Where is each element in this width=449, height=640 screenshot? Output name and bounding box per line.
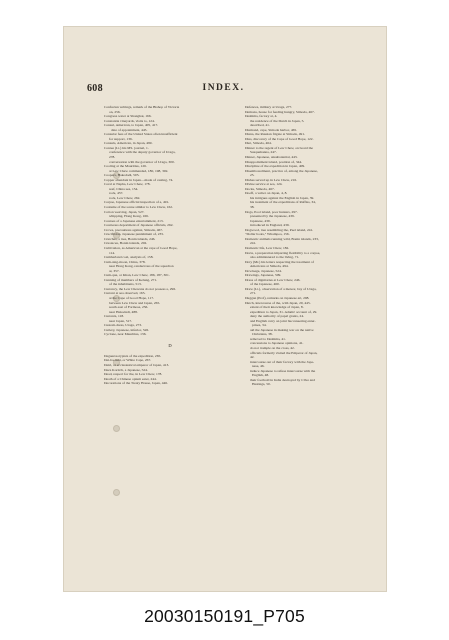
index-entry: Daza Koritch, a Japanese, 524.	[104, 367, 148, 372]
index-entry: Constantia vineyards, visits to, 124.	[104, 118, 155, 123]
index-entry: Dogs, Pool island, poor hunters, 297.	[245, 209, 298, 214]
index-entry: Drew (Lt.), observation of a meteor, bay of Uraga,	[245, 286, 317, 291]
index-entry: for support, 136.	[109, 136, 133, 141]
page-number: 608	[87, 83, 103, 94]
index-entry: Docks, Simoda, 467.	[245, 186, 275, 191]
index-entry: Cum-qua, or Khan, Lew Chew, 186, 187, 301.	[104, 273, 170, 278]
index-entries-d-continued	[245, 105, 377, 387]
index-entry: Crutches, a tree, Bonin islands, 246.	[104, 236, 156, 241]
index-entry: Coopers, Hakodadi, 505.	[104, 173, 140, 178]
index-entry: 241.	[250, 241, 257, 246]
index-entry: Consular fees of the United States often insufficient	[104, 132, 178, 137]
index-entry: officials formerly visited the Emperor of Japan,	[250, 350, 318, 355]
index-column-left	[104, 105, 236, 386]
index-entry: of the Japanese, 460.	[250, 282, 280, 287]
index-entry: at Lew Chew commanded, 180, 198, 302.	[109, 168, 169, 173]
index-entry: Daguerreotypists of the expedition, 265.	[104, 353, 162, 358]
index-entry: Hastings, 50.	[252, 382, 271, 387]
index-entry: Currency, the Lew Chewans do not possess a, 296.	[104, 286, 176, 291]
index-entry: of the inhabitants, 513.	[109, 282, 142, 287]
index-entry: Congress water at Shanghai, 166.	[104, 114, 152, 119]
book-page	[64, 27, 386, 591]
index-entry: Cyclone, near Mauritius, 136.	[104, 332, 147, 337]
index-entry: described, 41.	[250, 123, 270, 128]
index-entry: removed to Deshima, 41.	[250, 336, 286, 341]
index-entry: south east of Formosa, 256.	[109, 305, 149, 310]
index-entry: Christians, 38.	[252, 332, 273, 337]
index-entry: Consuls, American, in Japan, 499.	[104, 141, 153, 146]
index-entry: 271.	[250, 291, 257, 296]
index-column-right	[245, 105, 377, 387]
index-entry: Dress of dignitaries at Lew Chew, 246.	[245, 277, 301, 282]
index-entry: the residence of the Dutch in Japan, 5.	[250, 118, 305, 123]
index-entry: Doty (Mr.) his letters respecting the treatment of	[245, 259, 314, 264]
index-entry: Diamond, cape, Simoda harbor, 465.	[245, 127, 298, 132]
index-entries-c	[104, 105, 236, 337]
index-entry: Costume of the scene similar to Lew Chew, 162.	[104, 205, 173, 210]
index-entry: date of appointment, 445.	[111, 127, 148, 132]
index-entry: Cum-sing-moon, China, 378.	[104, 259, 146, 264]
index-entry: introduced in England, 439.	[250, 223, 290, 228]
index-entry: Custom-dress, Uraga, 273.	[104, 323, 142, 328]
index-entry: Death of a Chinese opium eater, 244.	[104, 376, 157, 381]
index-entry: conversation with the governor of Uraga, 300.	[109, 159, 175, 164]
index-entry: Disappointment island, position of, 344.	[245, 159, 303, 164]
index-entry: his treatment of the expeditions of Raffles, 34,	[250, 200, 316, 205]
index-entry: his intrigues against the English in Japan, 39.	[250, 195, 315, 200]
index-entry: reef, China sea, 154.	[109, 186, 139, 191]
index-entry: Cooling at the Mauritius, 126.	[104, 164, 147, 169]
index-entry: expedition to Japan, 31. Adams' account of, 29.	[250, 309, 318, 314]
index-entry: Dishes served up in Lew Chew, 216.	[245, 177, 297, 182]
index-entry: Dinner to the regent of Lew Chew, on board the	[245, 145, 313, 150]
index-entry: nese, 46.	[252, 364, 265, 369]
index-entry: presented by the Japanese, 439.	[250, 214, 295, 219]
index-entry: Coral at Napha, Lew Chew, 178.	[104, 182, 151, 187]
index-entry: Cultivation, as American at the cape of Good Hope,	[104, 245, 178, 250]
index-entry: Dai-ba-nshi, or White Cape, 267.	[104, 358, 152, 363]
index-entry: Crucifixion, Japanese punishment of, 235.	[104, 232, 164, 237]
index-entry: 38.	[250, 205, 255, 210]
index-entry: Diana, the Russian frigate at Simoda, 491.	[245, 132, 305, 137]
index-entry: induce Japanese to refuse intercourse with the	[250, 368, 316, 373]
index-entry: Cotton weaving, Japan, 527.	[104, 209, 145, 214]
index-entry: do not trample on the cross, 42.	[250, 345, 295, 350]
index-entry: Current at sea observed, 165.	[104, 291, 146, 296]
index-entry: Confucian writings, remark of the Bishop of Victoria	[104, 105, 180, 109]
index-entry: Divine service at sea, 124.	[245, 182, 283, 187]
index-entry: near Hong Kong, rendezvous of the squadron	[109, 264, 174, 269]
index-entry: Deshima, factory at, 4.	[245, 114, 278, 119]
image-caption: 20030150191_P705	[144, 606, 305, 626]
index-entry: Defences, military at Uraga, 277.	[245, 105, 293, 109]
index-entry: Courteous deportment of Japanese officials, 262.	[104, 223, 174, 228]
index-entry: rock, Lew Chew, 262.	[109, 195, 141, 200]
index-entry: "Dollar boats," Whampoa, 156.	[245, 232, 290, 237]
index-entry: Diet, Simoda, 464.	[245, 141, 272, 146]
index-entry: on, 256.	[109, 109, 121, 114]
index-entry: Dutch, intercourse of the, with Japan, 20, 445.	[245, 300, 311, 305]
index-entry: Doeff, a writer on Japan, 4, 8.	[245, 191, 288, 196]
index-entry: Corpse, Japanese official inspection of a, 491.	[104, 200, 170, 205]
index-entry: near Japan, 517.	[109, 318, 133, 323]
index-entry: at the Cape of Good Hope, 117.	[109, 295, 154, 300]
index-entry: Decorations of the Treaty House, Japan, 446.	[104, 381, 168, 386]
index-entry: aid the Japanese in making war on the native	[250, 327, 314, 332]
index-entry: rock, 457.	[109, 191, 124, 196]
index-entry: Drawings, Japanese, 509.	[245, 273, 282, 278]
index-entry: their foothold in India destroyed by Clive and	[250, 377, 315, 382]
index-entry: Susquehanna, 247.	[250, 150, 277, 155]
index-entry: Contee (Lt.) his MS. journal, 1.	[104, 145, 149, 150]
index-entry: Japanese, 439.	[250, 218, 271, 223]
index-entry: deny the authority of papal grants, 24.	[250, 314, 304, 319]
index-entry: intercourse out of their factory with the Japa-	[250, 359, 315, 364]
index-entry: Crows, precautions against, Simoda, 467.	[104, 227, 163, 232]
index-entry: Cunning of members of Kelung, 271.	[104, 277, 158, 282]
index-entry: and English carry on joint buccaneering enter-	[250, 318, 316, 323]
index-entry: Cumberland coal, analysis of, 158.	[104, 255, 154, 260]
index-entry: conference with the deputy governor of Uraga,	[109, 150, 176, 155]
index-entry: English, 48.	[252, 373, 270, 378]
index-entry: Disembowelment, practice of, among the Japanese,	[245, 168, 318, 173]
index-entry: Dinner, Japanese, unsubstantial, 443.	[245, 155, 298, 160]
index-entry: 42.	[250, 355, 255, 360]
index-entry: 114.	[109, 250, 116, 255]
page-header	[87, 83, 360, 95]
index-entry: Domestic life, Lew Chew, 182.	[245, 245, 290, 250]
index-entries-d	[104, 354, 236, 386]
index-entry: near Hakodadi, 488.	[109, 309, 138, 314]
index-entry: Discipline of the expedition in Japan, 409.	[245, 164, 306, 169]
binding-hole	[113, 489, 120, 496]
page-title: INDEX.	[202, 83, 245, 93]
index-entry: Americans at Simoda, 494.	[250, 264, 289, 269]
index-entry: Doria, a preparation imparting flexibility to a corpse,	[245, 250, 321, 255]
index-entry: Domestic animals running wild, Bonin islands, 233,	[245, 236, 319, 241]
index-entry: Crustacea, Bonin islands, 202.	[104, 241, 148, 246]
index-entry: Demons, house for feeding hungry, Simoda, 467.	[245, 109, 315, 114]
index-entry: Cutlery, Japanese, inferior, 526.	[104, 327, 150, 332]
section-letter: D	[168, 342, 172, 348]
binding-hole	[113, 425, 120, 432]
index-entry: Dead, respect for the, in Lew Chew, 178.	[104, 372, 163, 377]
index-entry: prises, 34.	[252, 323, 267, 328]
index-entry: Duggan (Prof), remarks on Japanese art, 298.	[245, 295, 310, 300]
index-entry: Dias, discovery of the Cape of Good Hope, 122.	[245, 136, 314, 141]
index-entry: Dairi, or ecclesiastical emperor of Japan, 413.	[104, 362, 170, 367]
index-entry: Consul, American, to Japan, 405, 417.	[104, 123, 159, 128]
index-entry: 278.	[109, 155, 116, 160]
index-entry: extent of their knowledge of Japan, 8.	[250, 305, 304, 310]
index-entry: Dowlaage, Japanese, 524.	[245, 268, 282, 273]
index-entry: Copper abundant in Japan—made of casting, 74.	[104, 177, 174, 182]
index-entry: Dogwood, tree resembling the, Peel island, 241.	[245, 227, 314, 232]
index-entry: also administered to the living, 71.	[250, 255, 300, 260]
index-entry: between Lew Chew and Japan, 265.	[109, 300, 161, 305]
index-entry: Courses of a Japanese entertainment, 213.	[104, 218, 164, 223]
index-entry: at, 357.	[109, 268, 120, 273]
index-entry: 25.	[250, 173, 255, 178]
index-entry: concessions to Japanese opinions, 41.	[250, 341, 304, 346]
index-entry: Currents, 118.	[104, 314, 125, 319]
index-entry: whipping, Hong Kong, 166.	[109, 214, 149, 219]
